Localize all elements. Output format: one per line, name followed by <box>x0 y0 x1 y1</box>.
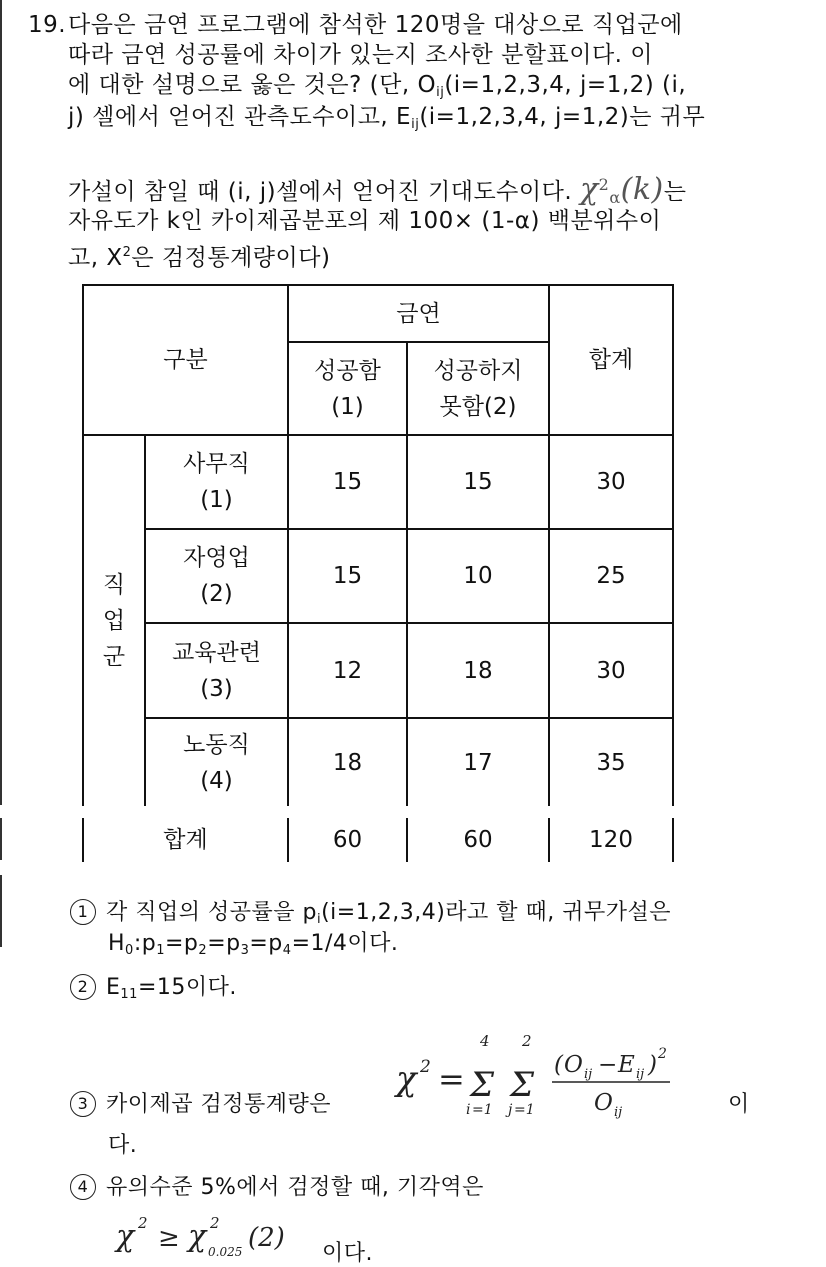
left-border-mid <box>0 818 2 860</box>
question-line-7: 고, $X^2$은 검정통계량이다) <box>68 245 331 271</box>
svg-text:χ: χ <box>116 1219 135 1254</box>
contingency-table <box>82 284 674 864</box>
cell-labor-success: 18 <box>332 749 363 776</box>
option-2-marker: 2 <box>70 974 96 1000</box>
option-2[interactable]: 2 $E_{11}=15$이다. <box>70 970 237 1002</box>
question-line-4: j) 셀에서 얻어진 관측도수이고, $E_{ij}(i=1,2,3,4$, j=1,2)는 귀무 <box>68 104 706 132</box>
option-4-suffix: 이다. <box>322 1241 373 1266</box>
question-line-1: 다음은 금연 프로그램에 참석한 120명을 대상으로 직업군에 <box>68 12 683 38</box>
total-row-label: 합계 <box>163 827 208 853</box>
header-smoking-cessation: 금연 <box>396 300 441 327</box>
cell-self-employed-total: 25 <box>596 563 626 589</box>
cell-self-employed-success: 15 <box>332 563 363 589</box>
svg-text:2: 2 <box>210 1214 220 1232</box>
option-1-marker: 1 <box>70 899 96 925</box>
header-failure: 성공하지 못함(2) <box>433 357 523 420</box>
cell-office-total: 30 <box>596 469 626 495</box>
rejection-region-formula <box>112 1208 312 1260</box>
svg-text:2: 2 <box>658 1046 667 1062</box>
svg-text:O: O <box>594 1090 613 1116</box>
svg-text:ij: ij <box>614 1105 623 1120</box>
question-line-6: 자유도가 k인 카이제곱분포의 제 100× (1-α) 백분위수이 <box>68 208 662 234</box>
svg-text:χ: χ <box>188 1219 207 1254</box>
question-line-3: 에 대한 설명으로 옳은 것은? (단, $O_{ij}(i=1,2,3,4$, j=1,2) (i, <box>68 72 687 100</box>
option-4[interactable]: 4 유의수준 5%에서 검정할 때, 기각역은 <box>70 1170 484 1201</box>
svg-text:2: 2 <box>420 1057 431 1077</box>
cell-labor-fail: 17 <box>463 749 493 776</box>
row-label-office: 사무직 (1) <box>183 451 250 513</box>
svg-text:O: O <box>564 1052 583 1078</box>
chi-square-quantile-symbol: $\chi^2_\alpha(k)$ <box>579 172 664 207</box>
svg-text:): ) <box>648 1052 657 1078</box>
svg-text:2: 2 <box>522 1032 532 1050</box>
cell-self-employed-fail: 10 <box>463 563 493 589</box>
option-3[interactable]: 3 카이제곱 검정통계량은 <box>70 1087 331 1118</box>
svg-text:=1: =1 <box>472 1102 493 1118</box>
option-1-line-2: $H_0:p_1=p_2=p_3=p_4=1/4$이다. <box>108 931 399 958</box>
cell-office-success: 15 <box>332 469 363 495</box>
cell-education-total: 30 <box>596 657 626 684</box>
row-label-labor: 노동직 (4) <box>183 731 250 794</box>
svg-text:ij: ij <box>584 1067 593 1082</box>
header-category: 구분 <box>163 347 208 373</box>
option-3-line-2: 다. <box>108 1133 138 1158</box>
cell-education-fail: 18 <box>463 657 493 684</box>
svg-text:−: − <box>598 1052 618 1078</box>
option-3-marker: 3 <box>70 1091 96 1117</box>
header-total: 합계 <box>588 347 634 373</box>
svg-text:ij: ij <box>636 1067 645 1082</box>
svg-text:(2): (2) <box>248 1223 285 1253</box>
question-line-2: 따라 금연 성공률에 차이가 있는지 조사한 분할표이다. 이 <box>68 42 654 68</box>
left-border-top <box>0 0 2 805</box>
total-fail: 60 <box>463 827 493 853</box>
svg-text:i: i <box>466 1102 471 1118</box>
total-grand: 120 <box>589 827 633 853</box>
row-group-occupation: 직 업 군 <box>102 572 126 670</box>
question-line-5: 가설이 참일 때 (i, j)셀에서 얻어진 기대도수이다. $\chi^2_\alpha(k)$는 <box>68 172 687 207</box>
option-1[interactable]: 1 각 직업의 성공률을 $p_i(i=1,2,3,4)$라고 할 때, 귀무가설은 <box>70 895 671 927</box>
svg-text:=: = <box>438 1060 465 1098</box>
svg-text:Σ: Σ <box>510 1065 535 1105</box>
cell-office-fail: 15 <box>463 469 493 495</box>
row-label-education: 교육관련 (3) <box>172 639 261 702</box>
svg-text:E: E <box>618 1052 635 1078</box>
svg-text:4: 4 <box>480 1032 490 1050</box>
option-4-marker: 4 <box>70 1174 96 1200</box>
svg-text:Σ: Σ <box>470 1065 495 1105</box>
total-success: 60 <box>332 827 363 853</box>
left-border-bottom <box>0 875 2 947</box>
header-success: 성공함 (1) <box>314 357 381 420</box>
cell-labor-total: 35 <box>596 749 626 776</box>
cell-education-success: 12 <box>332 657 363 684</box>
svg-text:=1: =1 <box>514 1102 535 1118</box>
svg-text:2: 2 <box>138 1214 148 1232</box>
svg-text:χ: χ <box>396 1059 417 1099</box>
chi-square-statistic-formula <box>392 1020 714 1120</box>
rejection-quantile-level: 0.025 <box>208 1245 243 1259</box>
svg-text:(: ( <box>554 1052 563 1078</box>
row-label-self-employed: 자영업 (2) <box>183 545 250 607</box>
option-3-suffix: 이 <box>728 1092 750 1117</box>
question-number: 19. <box>28 12 67 38</box>
svg-text:≥: ≥ <box>158 1223 180 1253</box>
svg-text:j: j <box>508 1102 513 1118</box>
